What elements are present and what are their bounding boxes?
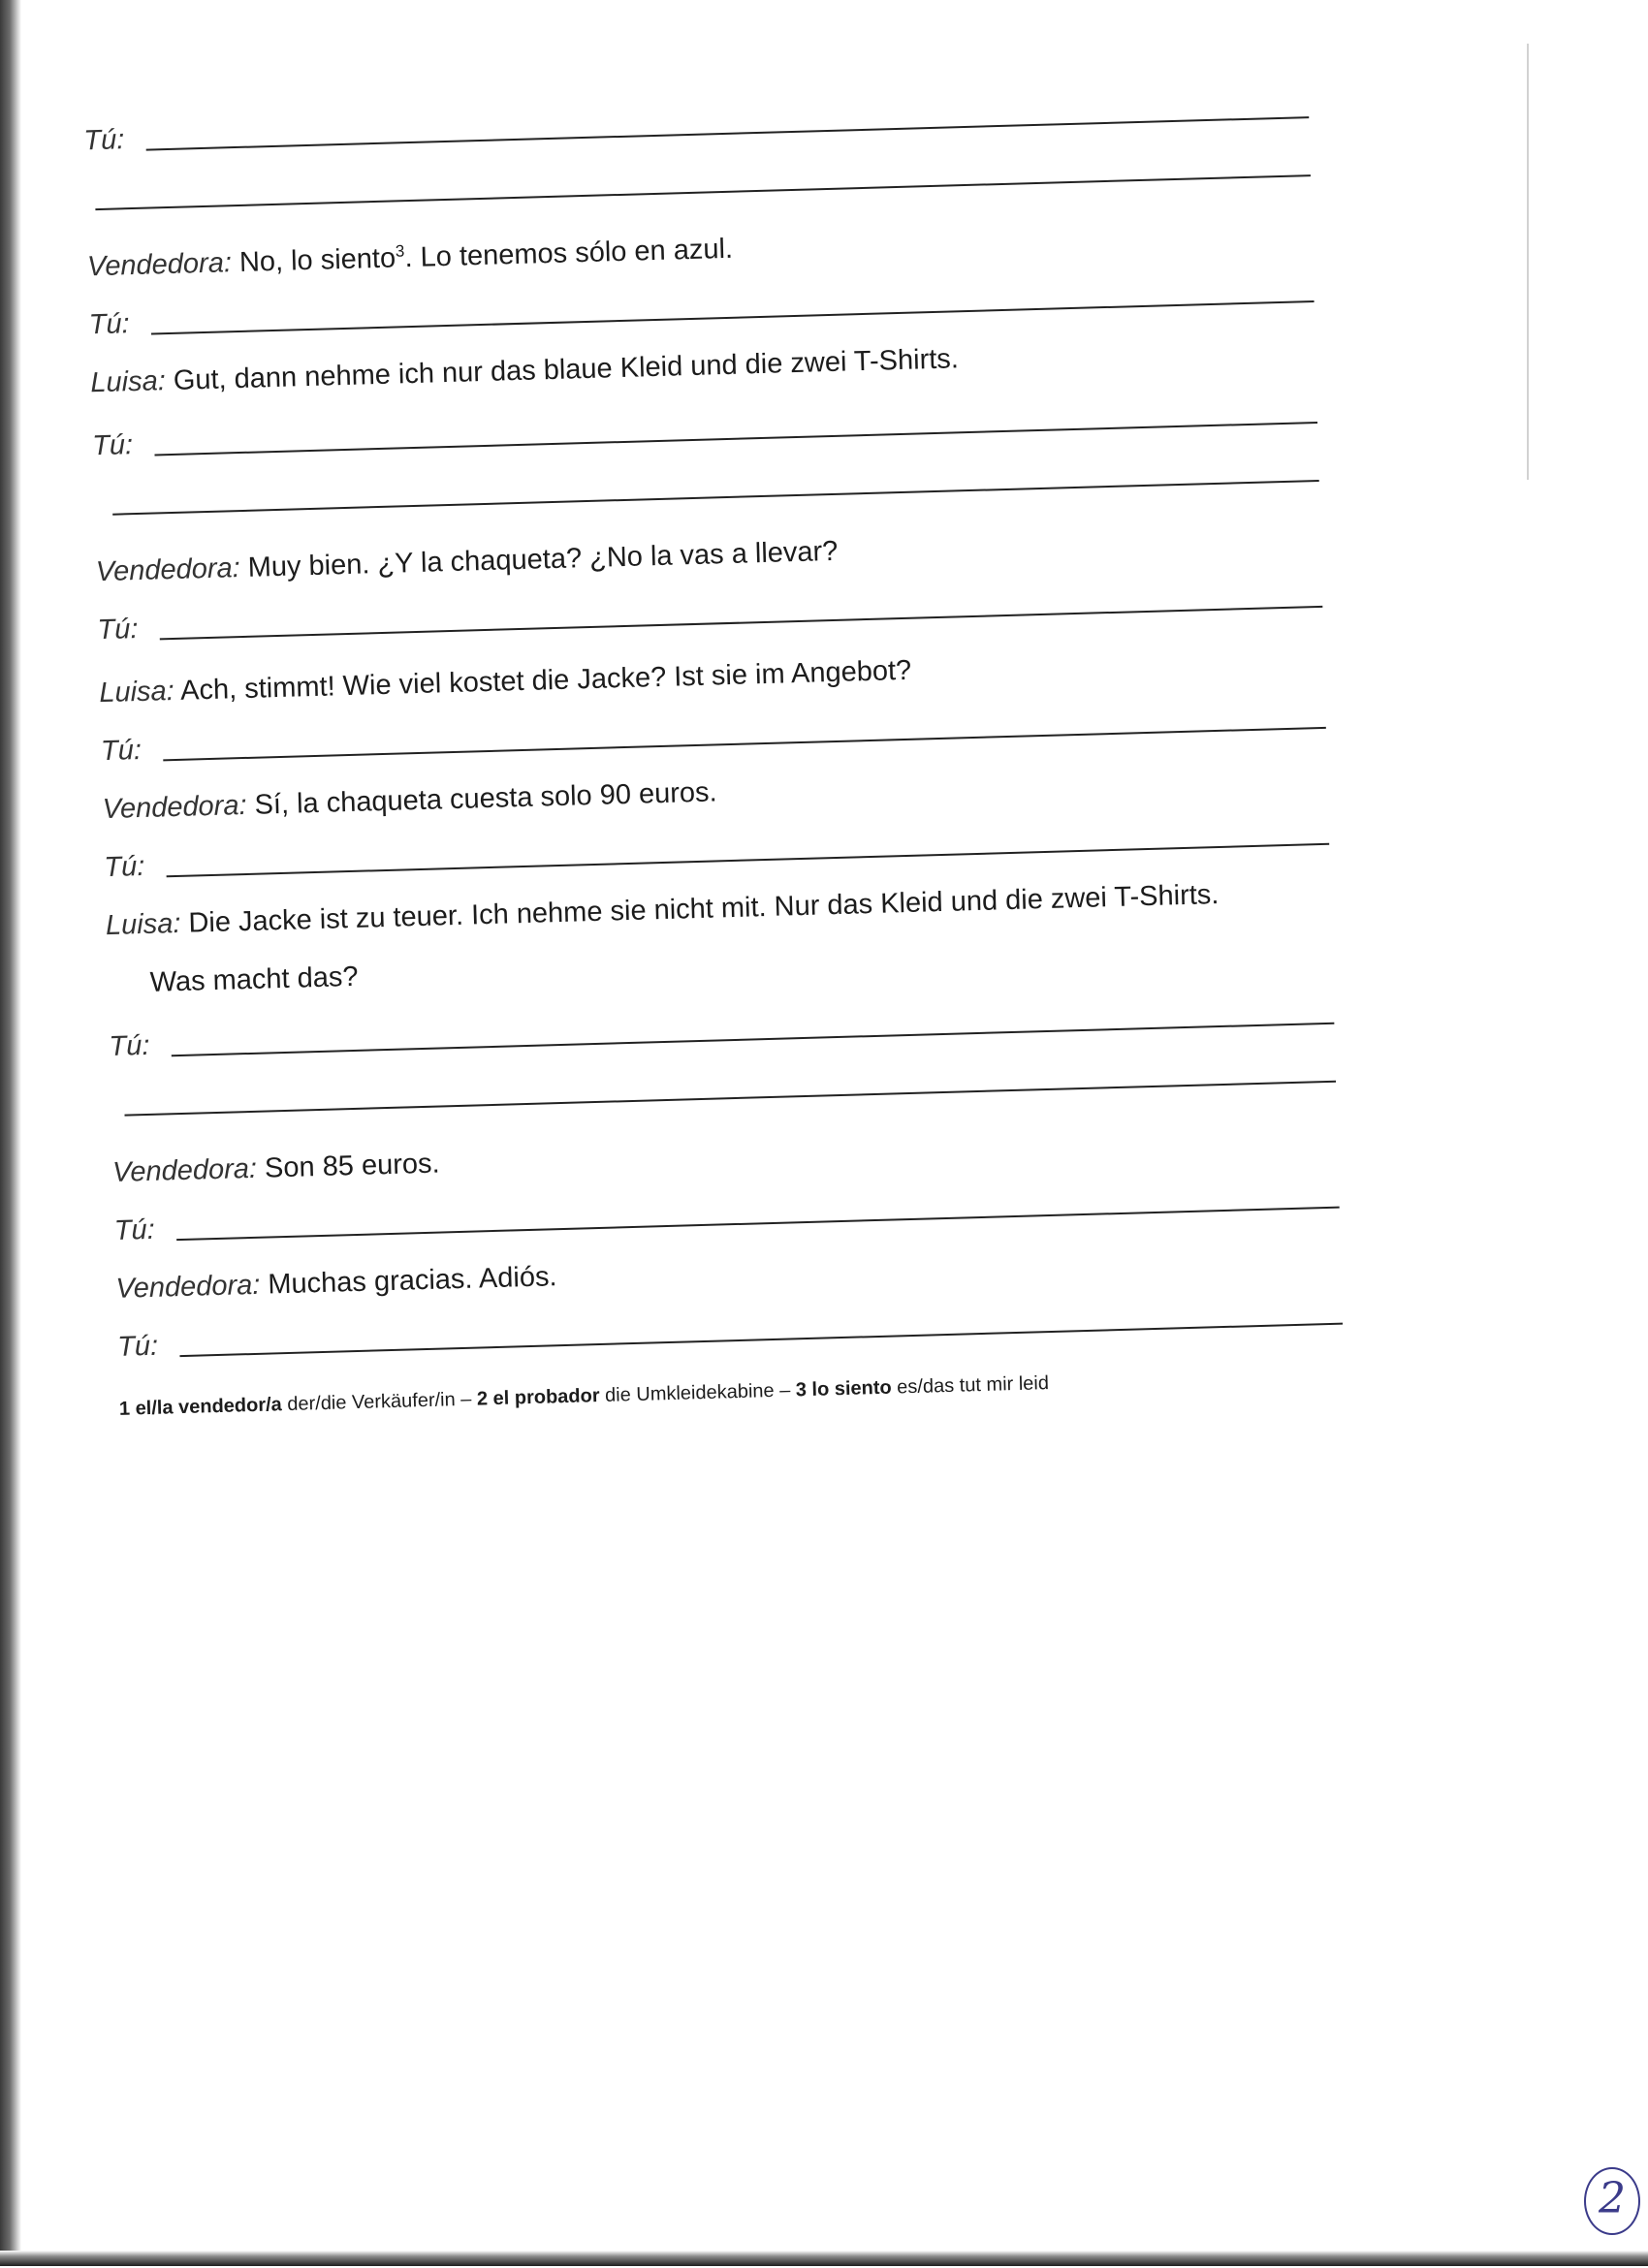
dialogue-line-luisa bbox=[105, 873, 1288, 945]
footnote-term: 1 el/la vendedor/a bbox=[118, 1394, 283, 1420]
speaker-tu: Tú: bbox=[113, 1213, 156, 1246]
dialogue-text: Gut, dann nehme ich nur das blaue Kleid und die zwei T-Shirts. bbox=[173, 343, 960, 396]
dialogue-text: Ach, stimmt! Wie viel kostet die Jacke? Ist sie im Angebot? bbox=[179, 654, 912, 707]
scan-edge bbox=[0, 2251, 1648, 2266]
speaker-vendedora: Vendedora: bbox=[111, 1152, 258, 1188]
dialogue-text: Son 85 euros. bbox=[264, 1148, 441, 1184]
page-number: 2 bbox=[1599, 2174, 1626, 2223]
dialogue-text: Muy bien. ¿Y la chaqueta? ¿No la vas a llevar? bbox=[247, 535, 839, 583]
speaker-vendedora: Vendedora: bbox=[115, 1269, 261, 1305]
speaker-tu: Tú: bbox=[116, 1330, 159, 1363]
speaker-luisa: Luisa: bbox=[105, 907, 181, 942]
footnote-definition: die Umkleidekabine – bbox=[599, 1379, 797, 1407]
speaker-vendedora: Vendedora: bbox=[86, 247, 233, 283]
dialogue-text: Sí, la chaqueta cuesta solo 90 euros. bbox=[254, 776, 718, 821]
answer-line[interactable] bbox=[95, 174, 1311, 210]
speaker-tu: Tú: bbox=[88, 308, 131, 341]
speaker-tu: Tú: bbox=[109, 1029, 150, 1063]
speaker-luisa: Luisa: bbox=[98, 676, 175, 709]
footnote-ref: 3 bbox=[395, 241, 405, 261]
dialogue-line-luisa bbox=[90, 331, 1274, 402]
dialogue-line-vendedora bbox=[115, 1237, 1299, 1308]
speaker-tu: Tú: bbox=[82, 124, 125, 157]
speaker-tu: Tú: bbox=[97, 614, 139, 646]
speaker-tu: Tú: bbox=[103, 850, 145, 884]
dialogue-text: Die Jacke ist zu teuer. Ich nehme sie nicht mit. Nur das Kleid und die zwei T-Shirts. bbox=[188, 879, 1220, 939]
dialogue-line-continuation bbox=[149, 930, 1333, 1002]
dialogue-text: Muchas gracias. Adiós. bbox=[267, 1261, 557, 1301]
footnote-term: 3 lo siento bbox=[795, 1376, 893, 1402]
footnote-term: 2 el probador bbox=[476, 1385, 600, 1410]
speaker-vendedora: Vendedora: bbox=[102, 789, 247, 826]
dialogue-text: No, lo siento$^3$. Lo tenemos sólo en azul. bbox=[238, 233, 734, 278]
dialogue-line-vendedora bbox=[86, 214, 1270, 286]
footnote-definition: der/die Verkäufer/in – bbox=[281, 1388, 478, 1416]
answer-line[interactable] bbox=[124, 1081, 1336, 1117]
speaker-vendedora: Vendedora: bbox=[95, 552, 241, 588]
footnote-definition: es/das tut mir leid bbox=[891, 1372, 1050, 1399]
dialogue-text: Was macht das? bbox=[149, 961, 359, 998]
dialogue-line-vendedora bbox=[102, 757, 1285, 829]
dialogue-line-vendedora bbox=[95, 520, 1279, 591]
footnotes bbox=[119, 1363, 1283, 1422]
speaker-tu: Tú: bbox=[91, 429, 134, 462]
dialogue-line-luisa bbox=[99, 641, 1283, 712]
dialogue-line-vendedora bbox=[112, 1120, 1296, 1192]
answer-line[interactable] bbox=[112, 480, 1319, 516]
speaker-tu: Tú: bbox=[100, 734, 143, 768]
speaker-luisa: Luisa: bbox=[89, 365, 167, 399]
